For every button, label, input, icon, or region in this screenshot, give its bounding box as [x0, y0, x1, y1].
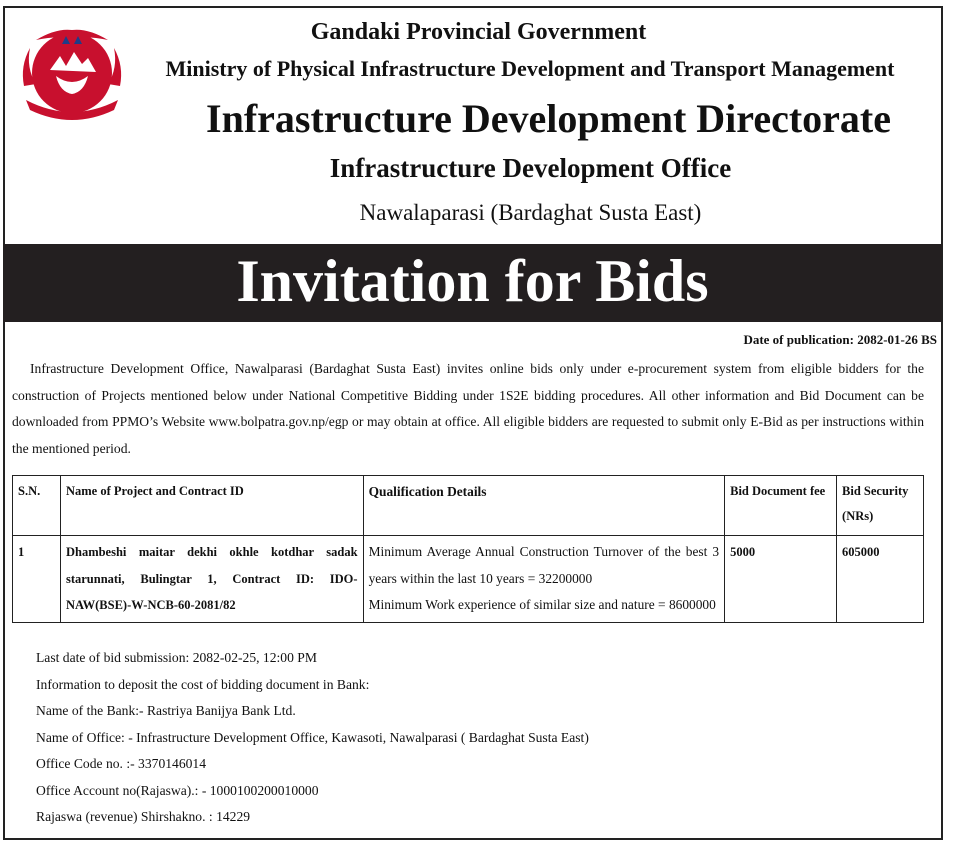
header-sn: S.N. [13, 476, 61, 536]
revenue-head: Rajaswa (revenue) Shirshakno. : 14229 [36, 809, 251, 824]
last-submission-date: Last date of bid submission: 2082-02-25, 12:00 PM [36, 650, 317, 665]
table-header-row [13, 476, 924, 536]
row-bid-security: 605000 [837, 536, 924, 623]
qualification-turnover: Minimum Average Annual Construction Turnover of the best 3 years within the last 10 years = 32200000 [368, 544, 720, 586]
office-location: Nawalaparasi (Bardaghat Susta East) [359, 200, 702, 225]
bank-name: Name of the Bank:- Rastriya Banijya Bank Ltd. [36, 703, 296, 718]
ministry-title: Ministry of Physical Infrastructure Development and Transport Management [165, 56, 895, 81]
header-project-name: Name of Project and Contract ID [60, 476, 363, 536]
government-title: Gandaki Provincial Government [310, 19, 647, 45]
bank-info-block [36, 645, 589, 831]
office-account: Office Account no(Rajaswa).: - 1000100200010000 [36, 782, 319, 798]
row-qualification [363, 536, 725, 623]
office-code: Office Code no. :- 3370146014 [36, 756, 207, 771]
bid-table [12, 475, 924, 623]
office-title: Infrastructure Development Office [329, 153, 732, 183]
row-sn: 1 [13, 536, 61, 623]
row-project-name: Dhambeshi maitar dekhi okhle kotdhar sadak starunnati, Bulingtar 1, Contract ID: IDO-NAW(BSE)-W-NCB-60-2081/82 [60, 536, 363, 623]
header-qualification: Qualification Details [363, 476, 725, 536]
directorate-title: Infrastructure Development Directorate [206, 96, 891, 141]
publication-date: Date of publication: 2082-01-26 BS [743, 332, 937, 347]
header-bid-security: Bid Security (NRs) [837, 476, 924, 536]
header-bid-fee: Bid Document fee [725, 476, 837, 536]
table-row [13, 536, 924, 623]
row-bid-fee: 5000 [725, 536, 837, 623]
deposit-info-heading: Information to deposit the cost of bidding document in Bank: [36, 676, 370, 692]
office-name: Name of Office: - Infrastructure Development Office, Kawasoti, Nawalparasi ( Bardaghat Susta East) [36, 729, 589, 745]
invitation-banner: Invitation for Bids [3, 244, 942, 322]
qualification-experience: Minimum Work experience of similar size and nature = 8600000 [368, 597, 716, 612]
intro-paragraph: Infrastructure Development Office, Nawalparasi (Bardaghat Susta East) invites online bids only under e-procurement system from eligible bidders for the construction of Projects mentioned below under National Competitive Bidding under 1S2E bidding procedures. All other information and Bid Document can be downloaded from PPMO’s Website www.bolpatra.gov.np/egp or may obtain at office. All eligible bidders are requested to submit only E-Bid as per instructions within the mentioned period. [12, 361, 924, 456]
